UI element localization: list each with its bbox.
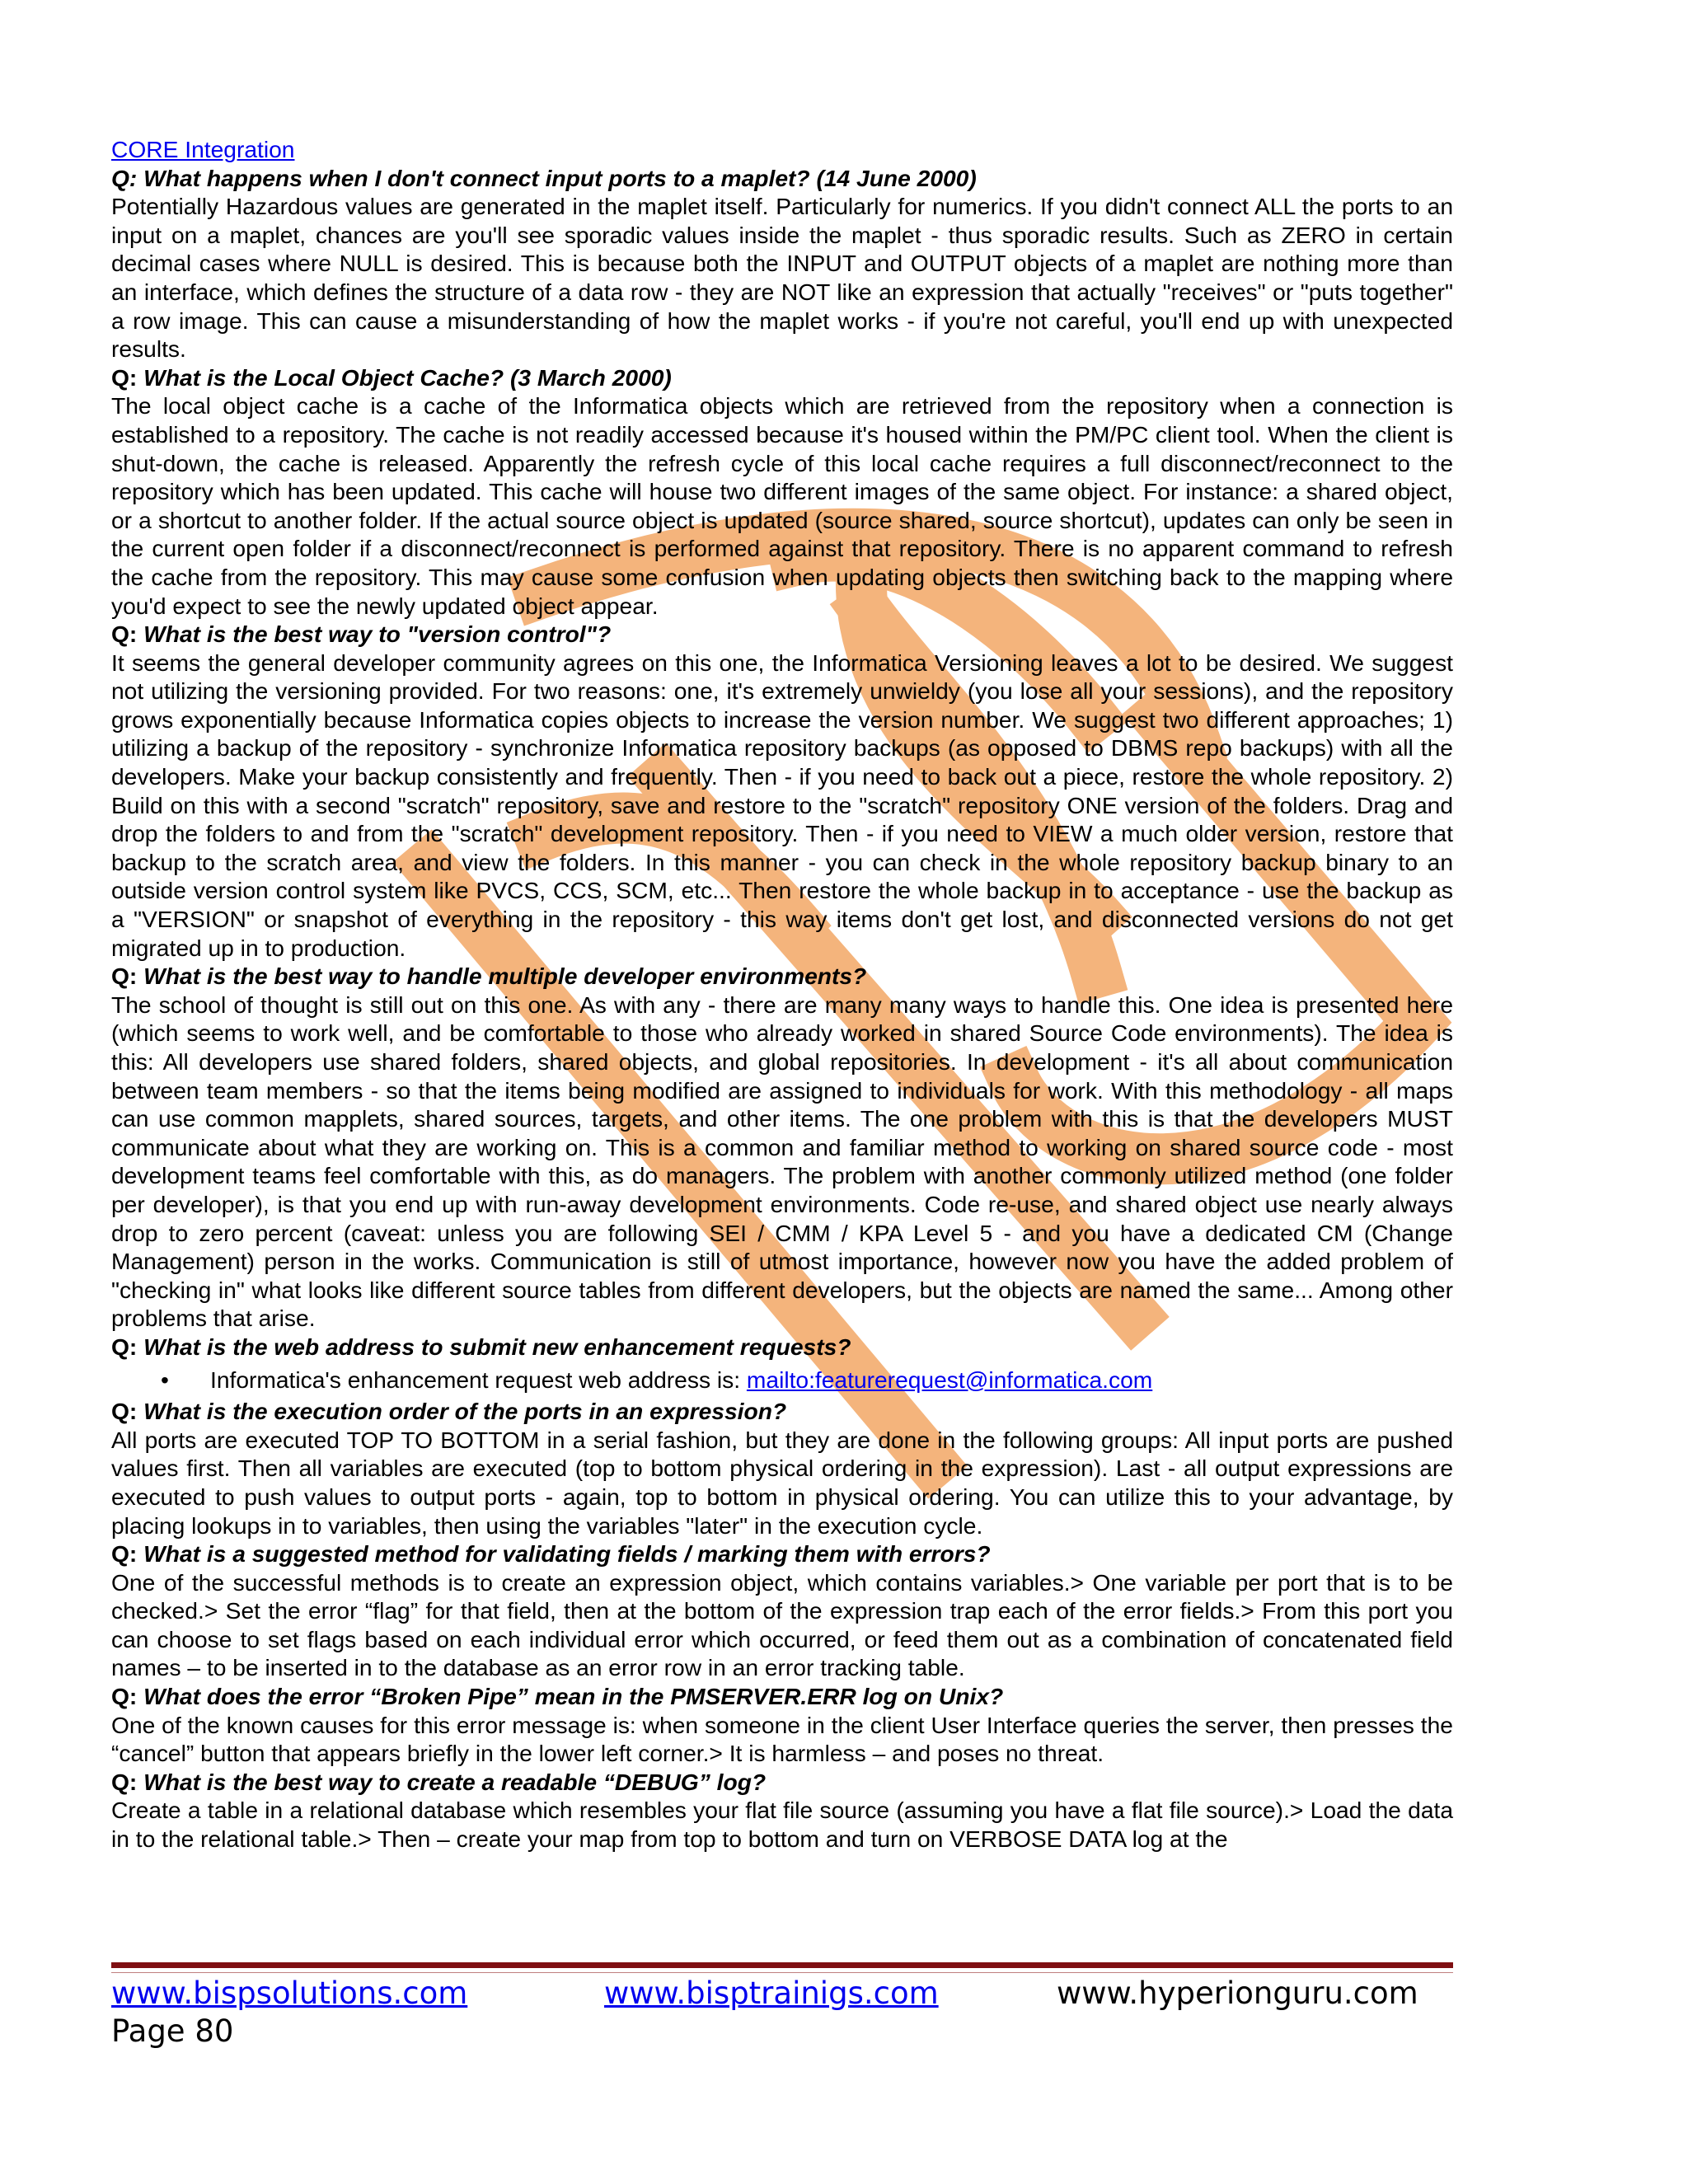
question-heading [111, 1768, 1453, 1797]
answer-paragraph: Create a table in a relational database which resembles your flat file source (assuming you have a flat file source).> Load the data in to the relational table.> Then – create your map from top to bottom and turn on VERBOSE DATA log at the [111, 1797, 1453, 1853]
question-prefix: Q: [111, 621, 144, 648]
answer-paragraph: Potentially Hazardous values are generated in the maplet itself. Particularly for numerics. If you didn't connect ALL the ports to an input on a maplet, chances are you'll see sporadic values inside the maplet - thus sporadic results. Such as ZERO in certain decimal cases where NULL is desired. This is because both the INPUT and OUTPUT objects of a maplet are nothing more than an interface, which defines the structure of a data row - they are NOT like an expression that actually "receives" or "puts together" a row image. This can cause a misunderstanding of how the maplet works - if you're not careful, you'll end up with unexpected results. [111, 193, 1453, 363]
answer-paragraph: It seems the general developer community agrees on this one, the Informatica Versioning leaves a lot to be desired. We suggest not utilizing the versioning provided. For two reasons: one, it's extremely unwieldy (you lose all your sessions), and the repository grows exponentially because Informatica copies objects to increase the version number. We suggest two different approaches; 1) utilizing a backup of the repository - synchronize Informatica repository backups (as opposed to DBMS repo backups) with all the developers. Make your backup consistently and frequently. Then - if you need to back out a piece, restore the whole repository. 2) Build on this with a second "scratch" repository, save and restore to the "scratch" repository ONE version of the folders. Drag and drop the folders to and from the "scratch" development repository. Then - if you need to VIEW a much older version, restore that backup to the scratch area, and view the folders. In this manner - you can check in the whole repository backup binary to an outside version control system like PVCS, CCS, SCM, etc... Then restore the whole backup in to acceptance - use the backup as a "VERSION" or snapshot of everything in the repository - this way items don't get lost, and disconnected versions do not get migrated up in to production. [111, 649, 1453, 961]
question-heading [111, 620, 1453, 649]
question-text: What is a suggested method for validating fields / marking them with errors? [143, 1540, 991, 1568]
answer-paragraph: All ports are executed TOP TO BOTTOM in a serial fashion, but they are done in the following groups: All input ports are pushed values first. Then all variables are executed (top to bottom physical ordering in the expression). Last - all output expressions are executed to push values to output ports - again, top to bottom in physical ordering. You can utilize this to your advantage, by placing lookups in to variables, then using the variables "later" in the execution cycle. [111, 1426, 1453, 1539]
document-body [111, 135, 1453, 1854]
question-text: What is the execution order of the ports in an expression? [143, 1398, 787, 1425]
page-number: Page 80 [111, 2013, 234, 2049]
answer-paragraph: The local object cache is a cache of the Informatica objects which are retrieved from the repository when a connection is established to a repository. The cache is not readily accessed because it's housed within the PM/PC client tool. When the client is shut-down, the cache is released. Apparently the refresh cycle of this local cache requires a full disconnect/reconnect to the repository which has been updated. This cache will house two different images of the same object. For instance: a shared object, or a shortcut to another folder. If the actual source object is updated (source shared, source shortcut), updates can only be seen in the current open folder if a disconnect/reconnect is performed against that repository. There is no apparent command to refresh the cache from the repository. This may cause some confusion when updating objects then switching back to the mapping where you'd expect to see the newly updated object appear. [111, 392, 1453, 619]
question-heading [111, 1682, 1453, 1711]
question-text: What is the best way to create a readable “DEBUG” log? [143, 1768, 767, 1795]
question-prefix: Q: [111, 1398, 144, 1425]
question-prefix: Q: [111, 1683, 144, 1710]
answer-paragraph: The school of thought is still out on this one. As with any - there are many many ways to handle this. One idea is presented here (which seems to work well, and be comfortable to those who already worked in shared Source Code environments). The idea is this: All developers use shared folders, shared objects, and global repositories. In development - it's all about communication between team members - so that the items being modified are assigned to individuals for work. With this methodology - all maps can use common mapplets, shared sources, targets, and other items. The one problem with this is that the developers MUST communicate about what they are working on. This is a common and familiar method to working on shared source code - most development teams feel comfortable with this, as do managers. The problem with another commonly utilized method (one folder per developer), is that you end up with run-away development environments. Code re-use, and shared object use nearly always drop to zero percent (caveat: unless you are following SEI / CMM / KPA Level 5 - and you have a dedicated CM (Change Management) person in the works. Communication is still of utmost importance, however now you have the added problem of "checking in" what looks like different source tables from different developers, but the objects are named the same... Among other problems that arise. [111, 991, 1453, 1332]
question-text: What does the error “Broken Pipe” mean in the PMSERVER.ERR log on Unix? [143, 1683, 1004, 1710]
answer-paragraph: One of the known causes for this error message is: when someone in the client User Interface queries the server, then presses the “cancel” button that appears briefly in the lower left corner.> It is harmless – and poses no threat. [111, 1711, 1453, 1767]
question-heading [111, 962, 1453, 991]
question-prefix: Q: [111, 1768, 144, 1795]
feature-request-mail-link[interactable]: mailto:featurerequest@informatica.com [746, 1366, 1153, 1393]
bullet-text: Informatica's enhancement request web address is: [210, 1366, 747, 1393]
hyperionguru-text: www.hyperionguru.com [1057, 1975, 1418, 2011]
question-heading [111, 164, 1453, 193]
question-heading [111, 1540, 1453, 1568]
question-text: What is the Local Object Cache? (3 March 2000) [143, 363, 672, 391]
answer-paragraph: One of the successful methods is to create an expression object, which contains variables.> One variable per port that is to be checked.> Set the error “flag” for that field, then at the bottom of the expression trap each of the error fields.> From this port you can choose to set flags based on each individual error which occurred, or feed them out as a combination of concatenated field names – to be inserted in to the database as an error row in an error tracking table. [111, 1568, 1453, 1681]
list-item [111, 1366, 1453, 1394]
question-text: What is the best way to "version control"? [143, 621, 612, 648]
question-heading [111, 1397, 1453, 1426]
question-heading [111, 363, 1453, 392]
question-heading [111, 1333, 1453, 1361]
bisptrainings-link[interactable]: www.bisptrainigs.com [604, 1975, 939, 2011]
bispsolutions-link[interactable]: www.bispsolutions.com [111, 1975, 468, 2011]
question-text: What is the web address to submit new enhancement requests? [143, 1333, 851, 1360]
footer-divider-thin [111, 1972, 1453, 1973]
question-text: What is the best way to handle multiple developer environments? [143, 963, 867, 990]
core-integration-link[interactable]: CORE Integration [111, 136, 295, 162]
question-text: Q: What happens when I don't connect input ports to a maplet? (14 June 2000) [111, 164, 977, 191]
bullet-list [111, 1366, 1453, 1394]
question-prefix: Q: [111, 1333, 144, 1360]
question-prefix: Q: [111, 1540, 144, 1568]
question-prefix: Q: [111, 963, 144, 990]
footer-divider [111, 1962, 1453, 1968]
question-prefix: Q: [111, 363, 144, 391]
